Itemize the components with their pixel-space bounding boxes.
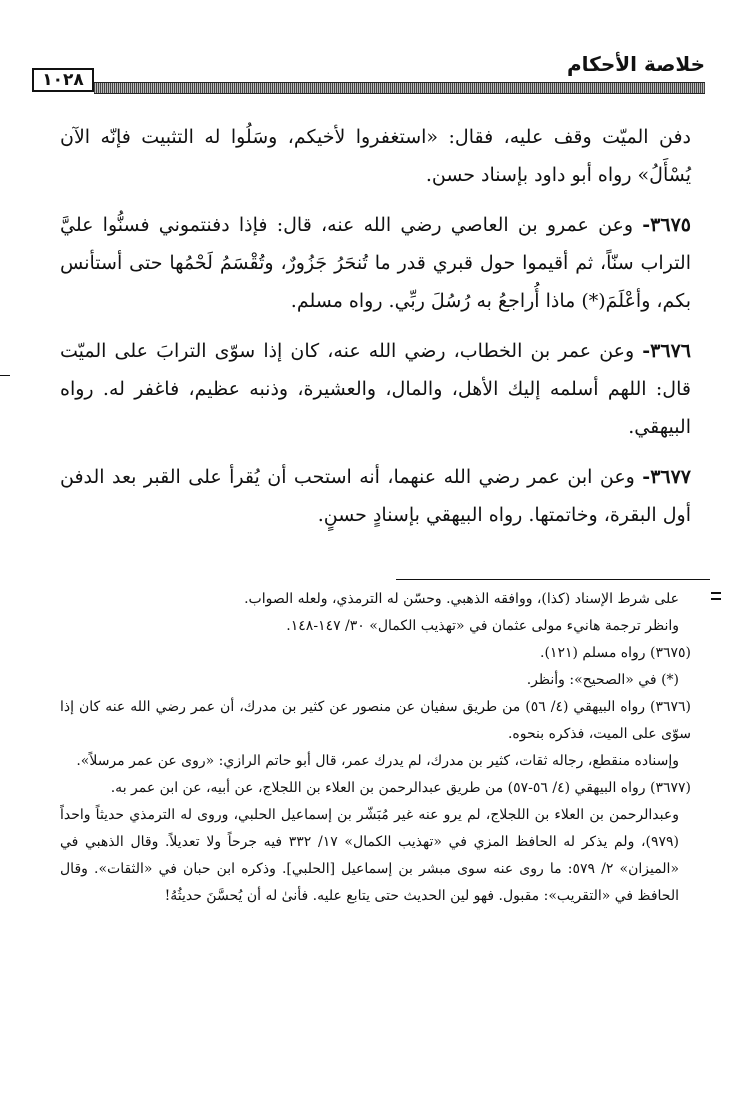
hadith-3675 [60,206,691,320]
footnote-line: (٣٦٧٦) رواه البيهقي (٤/ ٥٦) من طريق سفيان عن منصور عن كثير بن مدرك، أن عمر رضي الله عنه كان إذا سوّى على الميت، فذكره بنحوه. [60,699,691,742]
footnote-line: (*) في «الصحيح»: وأنظر. [526,672,679,688]
footnote-line: وعبدالرحمن بن العلاء بن اللجلاج، لم يرو عنه غير مُبَشّر بن إسماعيل الحلبي، وروى له الترمذي حديثاً واحداً (٩٧٩)، ولم يذكر له الحافظ المزي في «تهذيب الكمال» ١٧/ ٣٣٢ فيه جرحاً ولا تعديلاً. وقال الذهبي في «الميزان» ٢/ ٥٧٩: ما روى عنه سوى مبشر بن إسماعيل [الحلبي]. وذكره ابن حبان في «الثقات». وقال الحافظ في «التقريب»: مقبول. فهو لين الحديث حتى يتابع عليه. فأنىٰ له أن يُحسَّنَ حديثُهُ! [60,807,680,904]
hadith-text: وعن ابن عمر رضي الله عنهما، أنه استحب أن يُقرأ على القبر بعد الدفن أول البقرة، وخاتمتها. رواه البيهقي بإسنادٍ حسنٍ. [60,466,691,526]
paragraph-continuation [60,118,691,194]
hadith-number: ٣٦٧٧- [642,466,692,488]
footnotes [60,586,691,910]
footnote-line: (٣٦٧٧) رواه البيهقي (٤/ ٥٦-٥٧) من طريق عبدالرحمن بن العلاء بن اللجلاج، عن أبيه، عن ابن عمر به. [110,780,691,796]
footnote-line: (٣٦٧٥) رواه مسلم (١٢١). [540,645,691,661]
main-text [60,118,691,546]
header-rule [94,82,705,94]
footnote-line: على شرط الإسناد (كذا)، ووافقه الذهبي. وحسّن له الترمذي، ولعله الصواب. [244,591,679,607]
hadith-text: وعن عمرو بن العاصي رضي الله عنه، قال: فإذا دفنتموني فسنُّوا عليَّ التراب سنّاً، ثم أقيموا حول قبري قدر ما تُنحَرُ جَزُورٌ، وتُقْسَمُ لَحْمُها حتى أستأنس بكم، وأعْلَمَ(*) ماذا أُراجعُ به رُسُلَ ربِّي. رواه مسلم. [60,214,691,312]
hadith-3676 [60,332,691,446]
margin-tick [0,375,10,376]
footnote-separator [396,579,710,580]
page-number: ١٠٢٨ [32,68,94,92]
hadith-3677 [60,458,691,534]
footnote-line: وانظر ترجمة هانيء مولى عثمان في «تهذيب الكمال» ٣٠/ ١٤٧-١٤٨. [286,618,679,634]
hadith-number: ٣٦٧٦- [642,340,691,362]
book-title: خلاصة الأحكام [567,52,705,76]
footnote-line: وإسناده منقطع، رجاله ثقات، كثير بن مدرك، لم يدرك عمر، قال أبو حاتم الرازي: «روى عن عمر مرسلاً». [76,753,679,769]
paragraph-text: دفن الميّت وقف عليه، فقال: «استغفروا لأخيكم، وسَلُوا له التثبيت فإنّه الآن يُسْأَلُ» رواه أبو داود بإسناد حسن. [60,126,691,186]
footnote-continuation-marker [711,592,721,594]
hadith-number: ٣٦٧٥- [642,214,691,236]
hadith-text: وعن عمر بن الخطاب، رضي الله عنه، كان إذا سوّى الترابَ على الميّت قال: اللهم أسلمه إليك الأهل، والمال، والعشيرة، وذنبه عظيم، فاغفر له. رواه البيهقي. [60,340,691,438]
